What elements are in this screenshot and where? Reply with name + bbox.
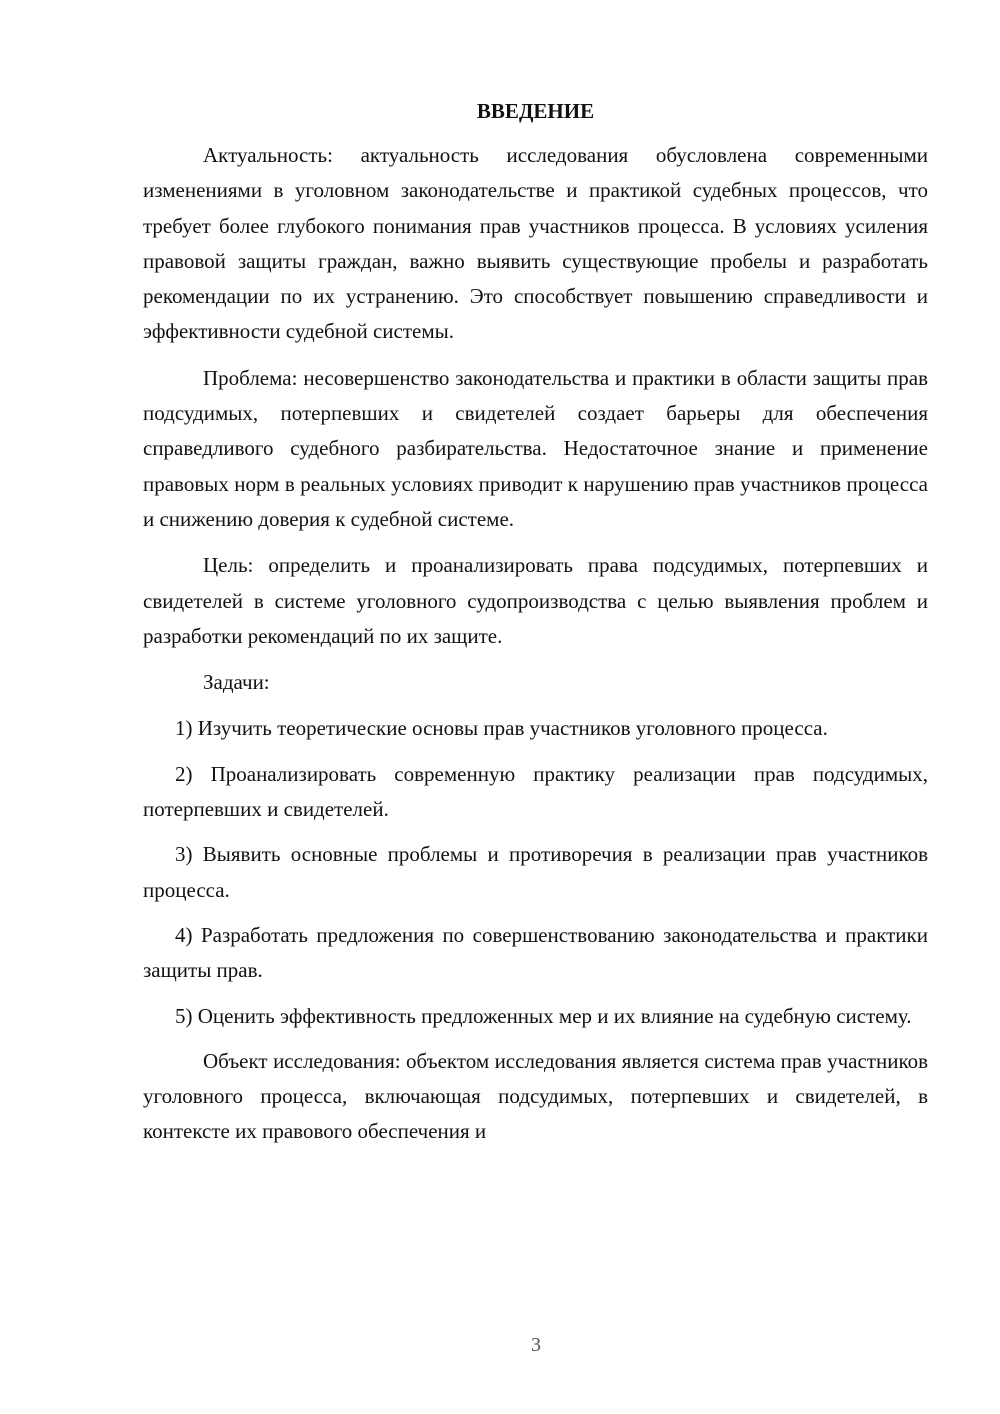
object-paragraph: Объект исследования: объектом исследования является система прав участников уголовного процесса, включающая подсудимых, потерпевших и свидетелей, в контексте их правового обеспечения и [143,1048,928,1144]
page-number: 3 [531,1334,541,1356]
task-item-2: 2) Проанализировать современную практику реализации прав подсудимых, потерпевших и свидетелей. [143,761,928,822]
task-item-3: 3) Выявить основные проблемы и противоречия в реализации прав участников процесса. [143,842,928,902]
goal-paragraph: Цель: определить и проанализировать права подсудимых, потерпевших и свидетелей в системе уголовного судопроизводства с целью выявления проблем и разработки рекомендаций по их защите. [143,553,928,648]
task-item-4: 4) Разработать предложения по совершенствованию законодательства и практики защиты прав. [143,922,928,983]
relevance-paragraph: Актуальность: актуальность исследования обусловлена современными изменениями в уголовном законодательстве и практикой судебных процессов, что требует более глубокого понимания прав участников процесса. В условиях усиления правовой защиты граждан, важно выявить существующие пробелы и разработать рекомендации по их устранению. Это способствует повышению справедливости и эффективности судебной системы. [143,143,928,344]
task-item-1: 1) Изучить теоретические основы прав участников уголовного процесса. [175,716,828,741]
section-heading: ВВЕДЕНИЕ [476,99,595,123]
document-page [143,96,928,1161]
task-item-5: 5) Оценить эффективность предложенных мер и их влияние на судебную систему. [175,1003,912,1028]
tasks-label: Задачи: [203,670,270,695]
problem-paragraph: Проблема: несовершенство законодательства и практики в области защиты прав подсудимых, потерпевших и свидетелей создает барьеры для обеспечения справедливого судебного разбирательства. Недостаточное знание и применение правовых норм в реальных условиях приводит к нарушению прав участников процесса и снижению доверия к судебной системе. [143,365,928,531]
